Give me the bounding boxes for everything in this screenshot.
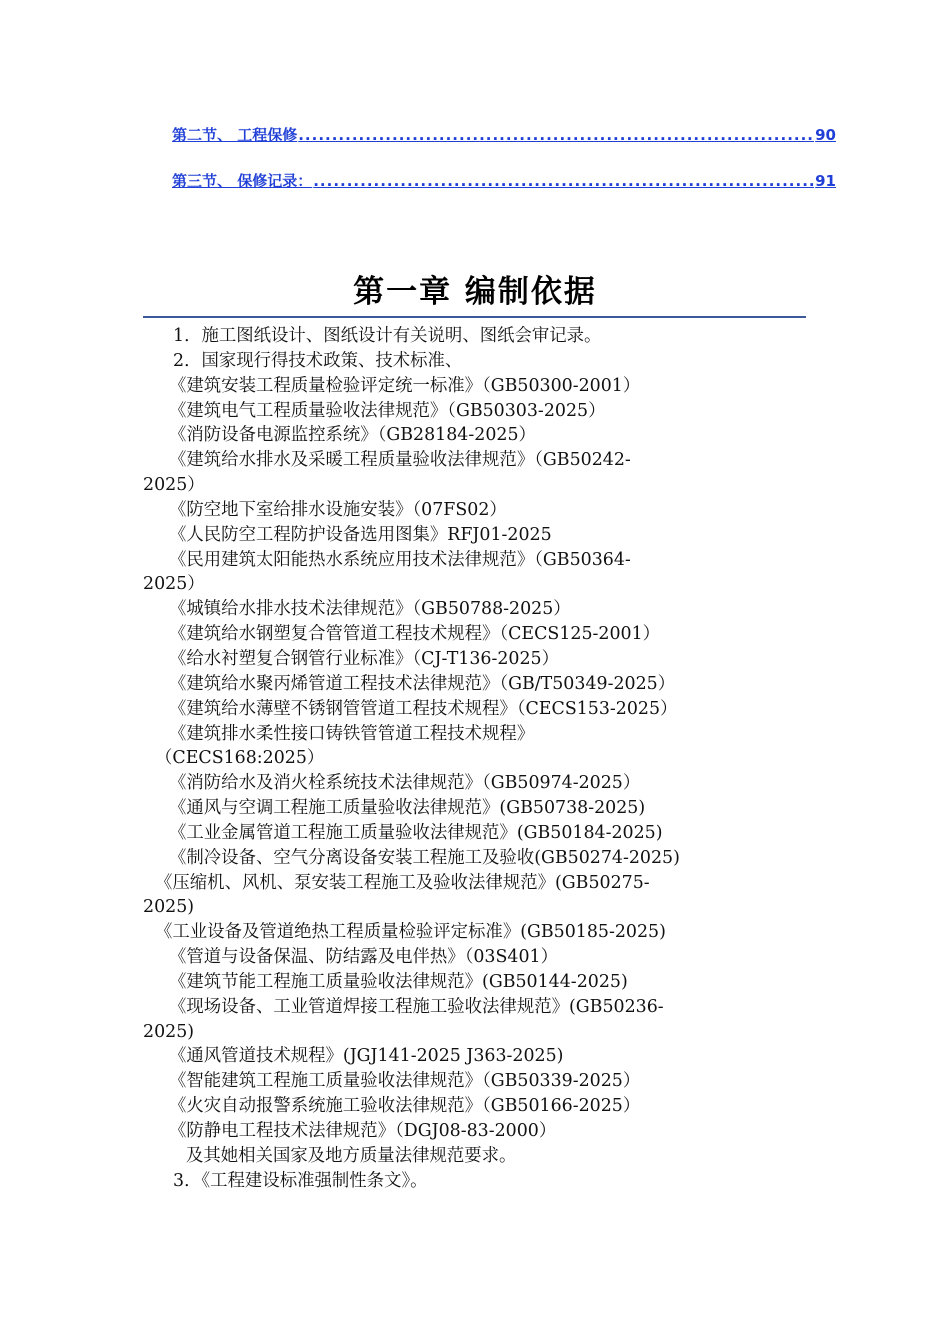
body-line: 《通风与空调工程施工质量验收法律规范》(GB50738-2025) [169, 798, 646, 819]
body-line: 《管道与设备保温、防结露及电伴热》（03S401） [169, 947, 558, 968]
body-line: 《建筑电气工程质量验收法律规范》（GB50303-2025） [169, 400, 606, 421]
toc-entry-page: 90 [815, 126, 836, 144]
body-line: 《智能建筑工程施工质量验收法律规范》（GB50339-2025） [169, 1071, 641, 1092]
toc-entry-label: 第二节、 工程保修 [172, 126, 298, 144]
body-line: 《建筑排水柔性接口铸铁管管道工程技术规程》 [169, 723, 535, 744]
body-line: 《建筑给水钢塑复合管管道工程技术规程》（CECS125-2001） [169, 624, 661, 645]
body-line: 2．国家现行得技术政策、技术标准、 [173, 350, 463, 371]
body-line: 及其她相关国家及地方质量法律规范要求。 [186, 1145, 517, 1166]
body-line: 《压缩机、风机、泵安装工程施工及验收法律规范》(GB50275- [155, 872, 650, 893]
body-line: 《消防设备电源监控系统》（GB28184-2025） [169, 425, 536, 446]
toc-entry-section-2[interactable] [172, 124, 836, 146]
body-line: 2025） [143, 574, 205, 595]
document-body [143, 324, 808, 1194]
body-line: 《现场设备、工业管道焊接工程施工验收法律规范》(GB50236- [169, 996, 664, 1017]
chapter-title: 第一章 编制依据 [353, 274, 597, 310]
body-line: 2025) [143, 1021, 195, 1042]
toc-dot-leader [298, 126, 814, 144]
toc-entry-label: 第三节、 保修记录： [172, 172, 313, 190]
body-line: 《防静电工程技术法律规范》（DGJ08-83-2000） [169, 1121, 557, 1141]
toc-entry-page: 91 [815, 172, 836, 190]
body-line: 2025) [143, 897, 195, 918]
body-line: 《建筑安装工程质量检验评定统一标准》（GB50300-2001） [169, 375, 641, 396]
body-line: 《火灾自动报警系统施工验收法律规范》（GB50166-2025） [169, 1096, 641, 1117]
body-line: 《制冷设备、空气分离设备安装工程施工及验收(GB50274-2025) [169, 847, 680, 868]
body-line: 《建筑给水排水及采暖工程质量验收法律规范》（GB50242- [169, 450, 631, 471]
body-line: 《通风管道技术规程》(JGJ141-2025 J363-2025) [169, 1046, 564, 1067]
body-line: 《消防给水及消火栓系统技术法律规范》（GB50974-2025） [169, 773, 641, 794]
body-line: 2025） [143, 475, 205, 496]
toc-dot-leader [313, 172, 814, 190]
body-line: 《建筑节能工程施工质量验收法律规范》(GB50144-2025) [169, 971, 628, 992]
body-line: 《建筑给水聚丙烯管道工程技术法律规范》（GB/T50349-2025） [169, 673, 676, 694]
body-line: 《建筑给水薄壁不锈钢管管道工程技术规程》（CECS153-2025） [169, 698, 678, 719]
body-line: 1．施工图纸设计、图纸设计有关说明、图纸会审记录。 [173, 326, 602, 346]
body-line: 《城镇给水排水技术法律规范》（GB50788-2025） [169, 599, 571, 620]
body-line: 3．《工程建设标准强制性条文》。 [173, 1170, 428, 1191]
body-line: 《民用建筑太阳能热水系统应用技术法律规范》（GB50364- [169, 549, 631, 570]
body-line: 《工业设备及管道绝热工程质量检验评定标准》(GB50185-2025) [155, 922, 666, 943]
body-line: 《防空地下室给排水设施安装》（07FS02） [169, 499, 507, 520]
toc-entry-section-3[interactable] [172, 170, 836, 192]
body-line: （CECS168:2025） [155, 748, 325, 769]
body-line: 《人民防空工程防护设备选用图集》RFJ01-2025 [169, 524, 552, 545]
body-line: 《工业金属管道工程施工质量验收法律规范》(GB50184-2025) [169, 822, 663, 843]
chapter-title-rule [143, 316, 806, 318]
body-line: 《给水衬塑复合钢管行业标准》（CJ-T136-2025） [169, 648, 560, 669]
